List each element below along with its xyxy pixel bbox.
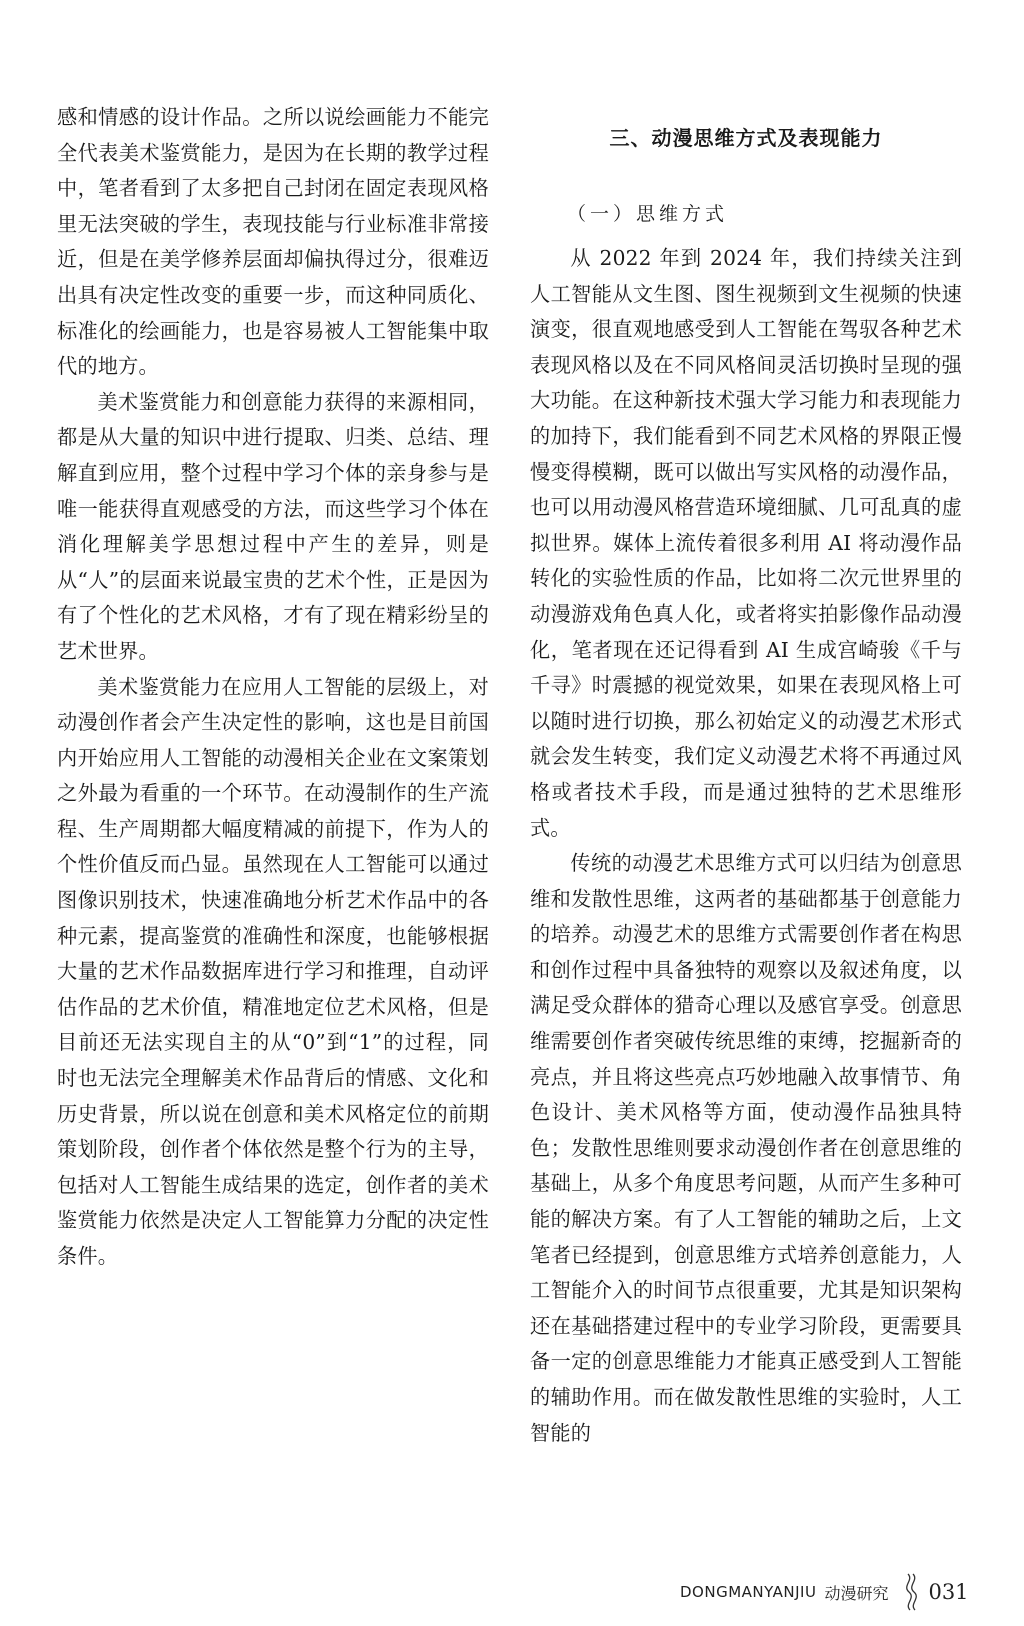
section-title: 三、动漫思维方式及表现能力 (609, 126, 883, 150)
page-number: 031 (928, 1580, 969, 1604)
paragraph: 从 2022 年到 2024 年，我们持续关注到人工智能从文生图、图生视频到文生视频的快速演变，很直观地感受到人工智能在驾驭各种艺术表现风格以及在不同风格间灵活切换时呈现的强大功能。在这种新技术强大学习能力和表现能力的加持下，我们能看到不同艺术风格的界限正慢慢变得模糊，既可以做出写实风格的动漫作品，也可以用动漫风格营造环境细腻、几可乱真的虚拟世界。媒体上流传着很多利用 AI 将动漫作品转化的实验性质的作品，比如将二次元世界里的动漫游戏角色真人化，或者将实拍影像作品动漫化，笔者现在还记得看到 AI 生成宫崎骏《千与千寻》时震撼的视觉效果，如果在表现风格上可以随时进行切换，那么初始定义的动漫艺术形式就会发生转变，我们定义动漫艺术将不再通过风格或者技术手段，而是通过独特的艺术思维形式。 (530, 246, 962, 840)
journal-name: 动漫研究 (824, 1583, 889, 1603)
paragraph: 美术鉴赏能力和创意能力获得的来源相同，都是从大量的知识中进行提取、归类、总结、理解直到应用，整个过程中学习个体的亲身参与是唯一能获得直观感受的方法，而这些学习个体在消化理解美学思想过程中产生的差异，则是从“人”的层面来说最宝贵的艺术个性，正是因为有了个性化的艺术风格，才有了现在精彩纷呈的艺术世界。 (57, 389, 489, 663)
left-column (57, 100, 489, 1275)
paragraph: 美术鉴赏能力在应用人工智能的层级上，对动漫创作者会产生决定性的影响，这也是目前国内开始应用人工智能的动漫相关企业在文案策划之外最为看重的一个环节。在动漫制作的生产流程、生产周期都大幅度精减的前提下，作为人的个性价值反而凸显。虽然现在人工智能可以通过图像识别技术，快速准确地分析艺术作品中的各种元素，提高鉴赏的准确性和深度，也能够根据大量的艺术作品数据库进行学习和推理，自动评估作品的艺术价值，精准地定位艺术风格，但是目前还无法实现自主的从“0”到“1”的过程，同时也无法完全理解美术作品背后的情感、文化和历史背景，所以说在创意和美术风格定位的前期策划阶段，创作者个体依然是整个行为的主导，包括对人工智能生成结果的选定，创作者的美术鉴赏能力依然是决定人工智能算力分配的决定性条件。 (57, 674, 489, 1268)
page-footer (680, 1572, 1000, 1612)
paragraph: 感和情感的设计作品。之所以说绘画能力不能完全代表美术鉴赏能力，是因为在长期的教学过程中，笔者看到了太多把自己封闭在固定表现风格里无法突破的学生，表现技能与行业标准非常接近，但是在美学修养层面却偏执得过分，很难迈出具有决定性改变的重要一步，而这种同质化、标准化的绘画能力，也是容易被人工智能集中取代的地方。 (57, 105, 489, 379)
journal-pinyin: DONGMANYANJIU (680, 1583, 817, 1601)
paragraph: 传统的动漫艺术思维方式可以归结为创意思维和发散性思维，这两者的基础都基于创意能力的培养。动漫艺术的思维方式需要创作者在构思和创作过程中具备独特的观察以及叙述角度，以满足受众群体的猎奇心理以及感官享受。创意思维需要创作者突破传统思维的束缚，挖掘新奇的亮点，并且将这些亮点巧妙地融入故事情节、角色设计、美术风格等方面，使动漫作品独具特色；发散性思维则要求动漫创作者在创意思维的基础上，从多个角度思考问题，从而产生多种可能的解决方案。有了人工智能的辅助之后，上文笔者已经提到，创意思维方式培养创意能力，人工智能介入的时间节点很重要，尤其是知识架构还在基础搭建过程中的专业学习阶段，更需要具备一定的创意思维能力才能真正感受到人工智能的辅助作用。而在做发散性思维的实验时，人工智能的 (530, 851, 962, 1445)
wavy-ornament-icon (902, 1572, 920, 1612)
right-column (530, 100, 962, 1451)
subsection-title: （一）思维方式 (567, 203, 729, 225)
